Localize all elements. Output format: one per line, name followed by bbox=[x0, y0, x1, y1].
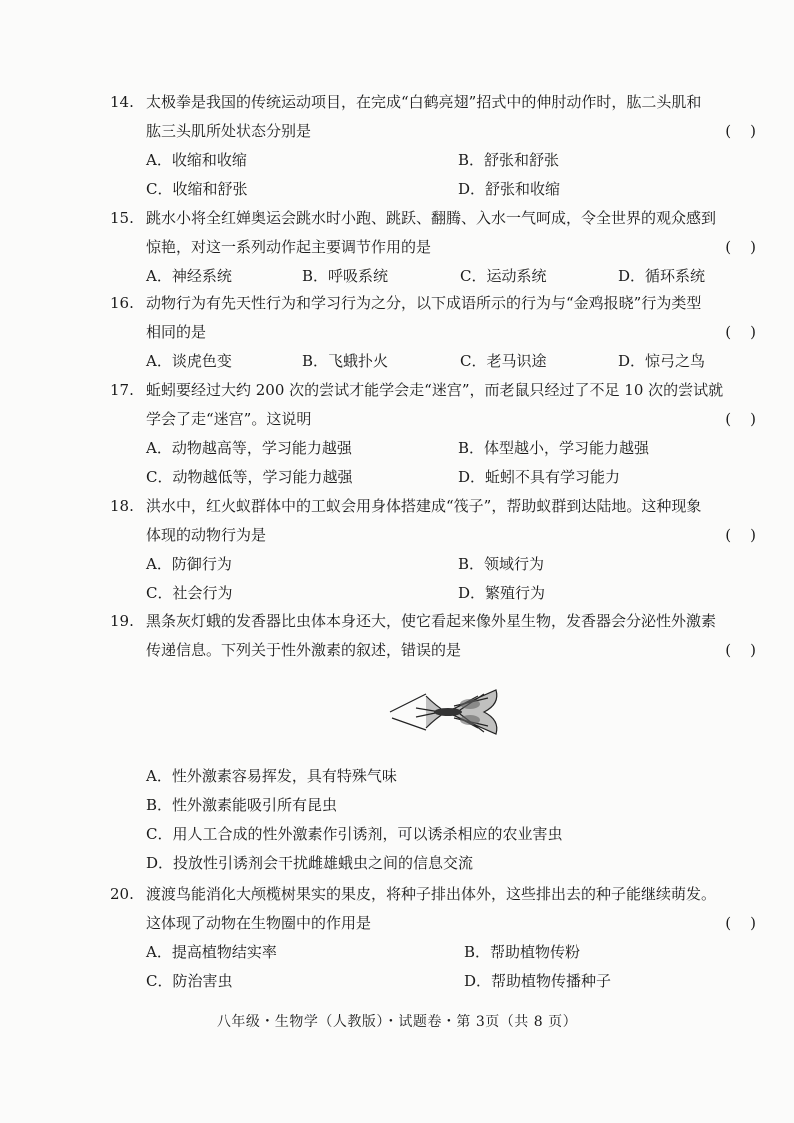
option-a: A．动物越高等，学习能力越强 bbox=[146, 439, 352, 457]
question-14 bbox=[110, 88, 760, 204]
question-number: 17. bbox=[110, 381, 134, 399]
option-b: B．帮助植物传粉 bbox=[464, 943, 581, 961]
question-line: 动物行为有先天性行为和学习行为之分，以下成语所示的行为与“金鸡报晓”行为类型 bbox=[146, 294, 702, 312]
question-line: 学会了走“迷宫”。这说明 bbox=[146, 410, 312, 428]
question-line: 肱三头肌所处状态分别是 bbox=[146, 122, 312, 140]
question-number: 18. bbox=[110, 497, 134, 515]
question-line: 黑条灰灯蛾的发香器比虫体本身还大，使它看起来像外星生物，发香器会分泌性外激素 bbox=[146, 612, 717, 630]
answer-bracket: ( ) bbox=[725, 526, 756, 544]
moth-icon bbox=[388, 684, 506, 742]
answer-bracket: ( ) bbox=[725, 323, 756, 341]
option-b: B．领域行为 bbox=[458, 555, 545, 573]
option-b: B．性外激素能吸引所有昆虫 bbox=[146, 796, 338, 814]
option-b: B．呼吸系统 bbox=[302, 267, 389, 285]
option-c: C．用人工合成的性外激素作引诱剂，可以诱杀相应的农业害虫 bbox=[146, 825, 563, 843]
option-a: A．谈虎色变 bbox=[146, 352, 232, 370]
question-line: 这体现了动物在生物圈中的作用是 bbox=[146, 914, 372, 932]
question-number: 14. bbox=[110, 93, 134, 111]
moth-figure bbox=[388, 684, 506, 742]
question-15 bbox=[110, 204, 760, 291]
option-d: D．循环系统 bbox=[618, 267, 706, 285]
question-line: 太极拳是我国的传统运动项目，在完成“白鹤亮翅”招式中的伸肘动作时，肱二头肌和 bbox=[146, 93, 702, 111]
option-b: B．飞蛾扑火 bbox=[302, 352, 389, 370]
question-18 bbox=[110, 492, 760, 608]
option-c: C．动物越低等，学习能力越强 bbox=[146, 468, 353, 486]
page-footer: 八年级・生物学（人教版）・试题卷・第 3页（共 8 页） bbox=[216, 1014, 578, 1030]
option-c: C．防治害虫 bbox=[146, 972, 233, 990]
option-a: A．收缩和收缩 bbox=[146, 151, 247, 169]
answer-bracket: ( ) bbox=[725, 410, 756, 428]
question-number: 15. bbox=[110, 209, 134, 227]
option-b: B．体型越小，学习能力越强 bbox=[458, 439, 650, 457]
option-d: D．繁殖行为 bbox=[458, 584, 546, 602]
option-d: D．惊弓之鸟 bbox=[618, 352, 706, 370]
option-c: C．收缩和舒张 bbox=[146, 180, 248, 198]
option-d: D．投放性引诱剂会干扰雌雄蛾虫之间的信息交流 bbox=[146, 854, 474, 872]
question-line: 洪水中，红火蚁群体中的工蚁会用身体搭建成“筏子”，帮助蚁群到达陆地。这种现象 bbox=[146, 497, 702, 515]
option-d: D．蚯蚓不具有学习能力 bbox=[458, 468, 621, 486]
question-line: 传递信息。下列关于性外激素的叙述，错误的是 bbox=[146, 641, 462, 659]
option-c: C．老马识途 bbox=[460, 352, 547, 370]
question-17 bbox=[110, 376, 760, 492]
option-a: A．神经系统 bbox=[146, 267, 232, 285]
option-a: A．防御行为 bbox=[146, 555, 232, 573]
option-d: D．帮助植物传播种子 bbox=[464, 972, 612, 990]
answer-bracket: ( ) bbox=[725, 914, 756, 932]
question-line: 渡渡鸟能消化大颅榄树果实的果皮，将种子排出体外，这些排出去的种子能继续萌发。 bbox=[146, 885, 717, 903]
question-line: 相同的是 bbox=[146, 323, 207, 341]
question-number: 20. bbox=[110, 885, 134, 903]
answer-bracket: ( ) bbox=[725, 641, 756, 659]
question-number: 19. bbox=[110, 612, 134, 630]
question-number: 16. bbox=[110, 294, 134, 312]
question-19 bbox=[110, 607, 760, 665]
question-20 bbox=[110, 880, 760, 996]
question-16 bbox=[110, 289, 760, 376]
question-line: 蚯蚓要经过大约 200 次的尝试才能学会走“迷宫”，而老鼠只经过了不足 10 次的尝试就 bbox=[146, 381, 724, 399]
answer-bracket: ( ) bbox=[725, 238, 756, 256]
option-c: C．社会行为 bbox=[146, 584, 233, 602]
answer-bracket: ( ) bbox=[725, 122, 756, 140]
option-c: C．运动系统 bbox=[460, 267, 547, 285]
question-line: 体现的动物行为是 bbox=[146, 526, 267, 544]
option-d: D．舒张和收缩 bbox=[458, 180, 561, 198]
option-a: A．性外激素容易挥发，具有特殊气味 bbox=[146, 767, 397, 785]
option-b: B．舒张和舒张 bbox=[458, 151, 560, 169]
question-line: 惊艳，对这一系列动作起主要调节作用的是 bbox=[146, 238, 432, 256]
question-19-options bbox=[110, 762, 760, 878]
question-line: 跳水小将全红婵奥运会跳水时小跑、跳跃、翻腾、入水一气呵成，令全世界的观众感到 bbox=[146, 209, 717, 227]
option-a: A．提高植物结实率 bbox=[146, 943, 277, 961]
